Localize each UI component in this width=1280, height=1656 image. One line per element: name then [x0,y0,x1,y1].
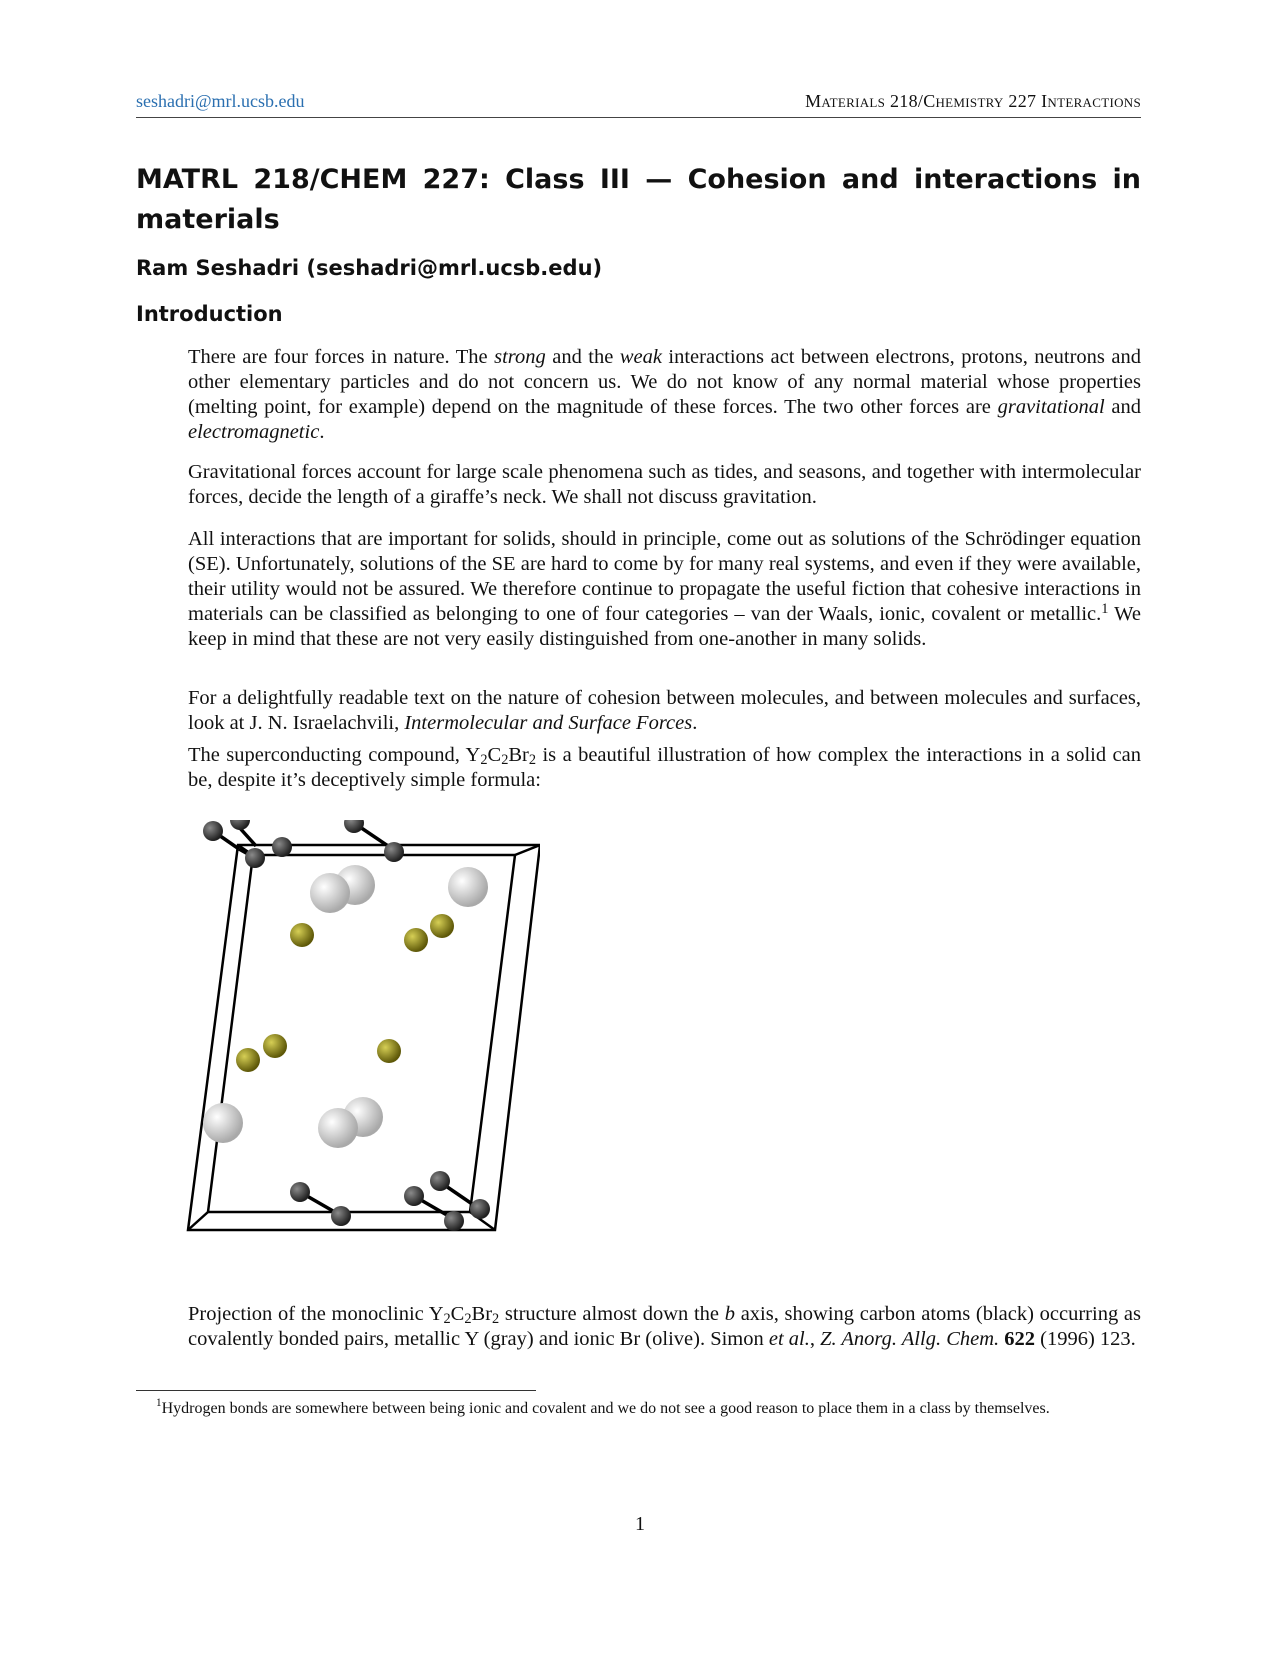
yttrium-atom [448,867,488,907]
paragraph-reading: For a delightfully readable text on the nature of cohesion between molecules, and between molecules and surfaces, look at J. N. Israelachvili, Intermolecular and Surface Forces. [188,687,1141,734]
crystal-structure-drawing [180,820,540,1260]
bromine-atom [290,923,314,947]
section-heading-introduction: Introduction [136,302,283,326]
page-number: 1 [635,1513,645,1535]
bromine-atom [236,1048,260,1072]
paragraph-schrodinger: All interactions that are important for solids, should in principle, come out as solutions of the Schrödinger equation (SE). Unfortunately, solutions of the SE are hard to come by for many real systems, and even if they were available, their utility would not be assured. We therefore continue to propagate the useful fiction that cohesive interactions in materials can be classified as belonging to one of four categories – van der Waals, ionic, covalent or metallic.$^1$ We keep in mind that these are not very easily distinguished from one-another in many solids. [188,528,1141,650]
carbon-atom [272,837,292,857]
paragraph-four-forces: There are four forces in nature. The strong and the weak interactions act between electrons, protons, neutrons and other elementary particles and do not concern us. We do not know of any normal material whose properties (melting point, for example) depend on the magnitude of these forces. The two other forces are gravitational and electromagnetic. [188,346,1141,443]
carbon-atom [203,821,223,841]
bromine-atom [377,1039,401,1063]
carbon-atom [331,1206,351,1226]
paper-title: MATRL 218/CHEM 227: Class III — Cohesion and interactions in materials [136,164,1141,235]
carbon-atom [290,1182,310,1202]
running-header [136,91,1141,118]
book-title: Intermolecular and Surface Forces [404,712,693,734]
figure-caption: Projection of the monoclinic $Y_2C_2Br_2$ structure almost down the b axis, showing carbon atoms (black) occurring as covalently bonded pairs, metallic Y (gray) and ionic Br (olive). Simon et al., Z. Anorg. Allg. Chem. 622 (1996) 123. [188,1303,1141,1350]
carbon-atom [470,1199,490,1219]
carbon-atom [230,820,250,830]
cell-inner-face [208,855,515,1212]
bromine-atom [404,928,428,952]
bromine-atom [430,914,454,938]
carbon-atom [245,848,265,868]
bromine-atom [263,1034,287,1058]
yttrium-atom [310,873,350,913]
paragraph-compound: The superconducting compound, $Y_2C_2Br_2$ is a beautiful illustration of how complex the interactions in a solid can be, despite it’s deceptively simple formula: [188,744,1141,791]
carbon-atom [430,1171,450,1191]
carbon-atom [384,842,404,862]
footnote-divider [136,1390,536,1391]
paragraph-gravitation: Gravitational forces account for large scale phenomena such as tides, and seasons, and together with intermolecular forces, decide the length of a giraffe’s neck. We shall not discuss gravitation. [188,461,1141,508]
header-course-title: Materials 218/Chemistry 227 Interactions [805,91,1141,111]
yttrium-atom [203,1103,243,1143]
crystal-structure-figure [180,820,540,1260]
carbon-atom [344,820,364,833]
carbon-atom [444,1211,464,1231]
footnote-ref[interactable]: 1 [1101,601,1109,617]
header-email-link[interactable]: seshadri@mrl.ucsb.edu [136,91,305,111]
footnote-1: $^1$Hydrogen bonds are somewhere between being ionic and covalent and we do not see a good reason to place them in a class by themselves. [156,1397,1050,1417]
carbon-atom [404,1186,424,1206]
author-line: Ram Seshadri (seshadri@mrl.ucsb.edu) [136,256,603,280]
yttrium-atom [318,1108,358,1148]
bromine-atoms [236,914,454,1072]
